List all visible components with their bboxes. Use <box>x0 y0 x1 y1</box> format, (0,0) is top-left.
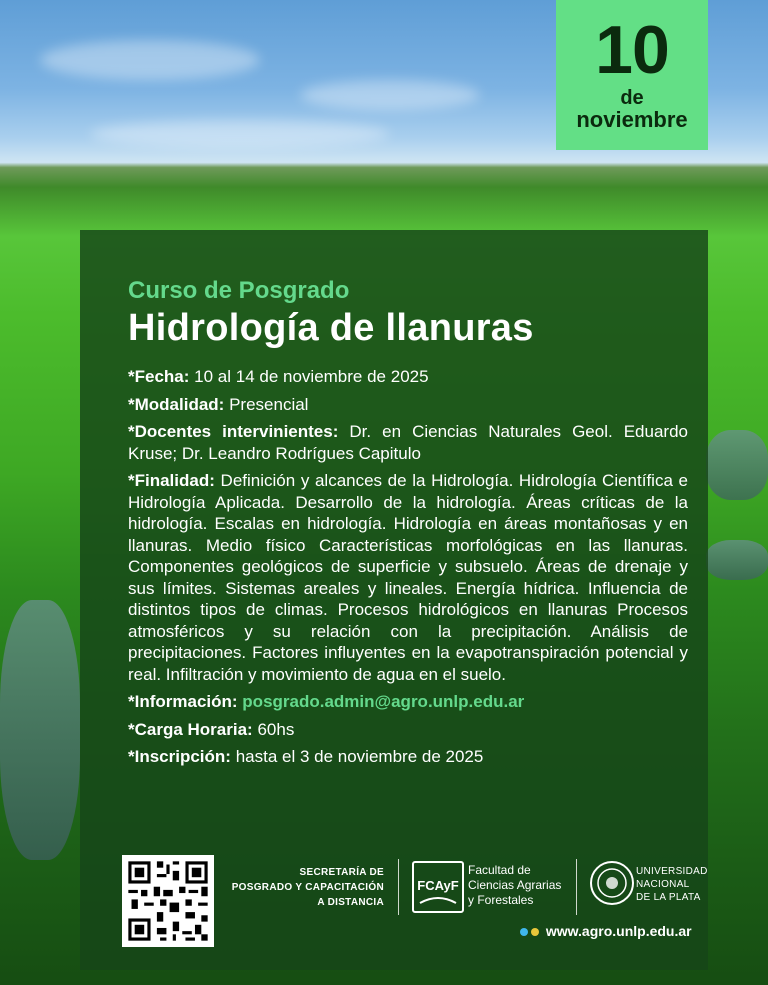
carga-value: 60hs <box>257 719 295 739</box>
secretaria-label: SECRETARÍA DE POSGRADO Y CAPACITACIÓN A DISTANCIA <box>231 867 384 908</box>
inscripcion-label: *Inscripción: <box>128 747 231 767</box>
qr-code-icon[interactable] <box>122 855 214 947</box>
modalidad-row <box>128 394 688 416</box>
informacion-row <box>128 691 688 713</box>
docentes-row <box>128 421 688 464</box>
finalidad-label: *Finalidad: <box>128 471 215 491</box>
finalidad-row <box>128 470 688 685</box>
informacion-email-link[interactable]: posgrado.admin@agro.unlp.edu.ar <box>242 692 525 712</box>
carga-label: *Carga Horaria: <box>128 719 253 739</box>
inscripcion-value: hasta el 3 de noviembre de 2025 <box>235 747 484 767</box>
inscripcion-row <box>128 746 688 768</box>
date-month: noviembre <box>576 107 688 132</box>
modalidad-value: Presencial <box>229 394 309 414</box>
fca-logo-icon <box>412 861 464 913</box>
date-de: de <box>620 87 644 109</box>
date-badge <box>556 0 708 150</box>
docentes-value: Dr. en Ciencias Naturales Geol. Eduardo Kruse; Dr. Leandro Rodrígues Capitulo <box>128 422 688 463</box>
fecha-row <box>128 366 688 388</box>
unlp-name: UNIVERSIDAD NACIONAL DE LA PLATA <box>636 866 708 903</box>
finalidad-value: Definición y alcances de la Hidrología. Hidrología Científica e Hidrología Aplicada. Desarrollo de la hidrología. Áreas críticas de la hidrología. Escalas en hidrología. Hidrología en áreas montañosas y en llanuras. Medio físico Características morfológicas en las llanuras. Componentes geológicos de superficie y subsuelo. Áreas de drenaje y sus límites. Sistemas areales y lineales. Energía hídrica. Influencia de distintos tipos de climas. Procesos hidrológicos en llanuras Procesos atmosféricos y su relación con la precipitación. Análisis de precipitaciones. Factores influyentes en la evapotranspiración potencial y real. Infiltración y movimiento de agua en el suelo. <box>128 471 688 684</box>
modalidad-label: *Modalidad: <box>128 394 225 414</box>
docentes-label: *Docentes intervinientes: <box>128 422 339 442</box>
fecha-label: *Fecha: <box>128 367 190 387</box>
fca-name: Facultad de Ciencias Agrarias y Forestales <box>468 863 562 907</box>
course-title: Hidrología de llanuras <box>128 307 534 350</box>
website-url[interactable]: www.agro.unlp.edu.ar <box>545 923 692 939</box>
svg-text:FCAyF: FCAyF <box>417 878 459 893</box>
website-link[interactable] <box>520 923 692 939</box>
footer-divider <box>576 859 577 915</box>
blue-dot-icon <box>520 928 528 936</box>
footer <box>122 855 708 947</box>
fecha-value: 10 al 14 de noviembre de 2025 <box>194 367 429 387</box>
carga-row <box>128 719 688 741</box>
informacion-label: *Información: <box>128 692 238 712</box>
course-kicker: Curso de Posgrado <box>128 277 350 304</box>
footer-divider <box>398 859 399 915</box>
course-content <box>128 278 688 774</box>
yellow-dot-icon <box>531 928 539 936</box>
date-day: 10 <box>595 12 669 88</box>
unlp-seal-icon <box>590 861 634 905</box>
